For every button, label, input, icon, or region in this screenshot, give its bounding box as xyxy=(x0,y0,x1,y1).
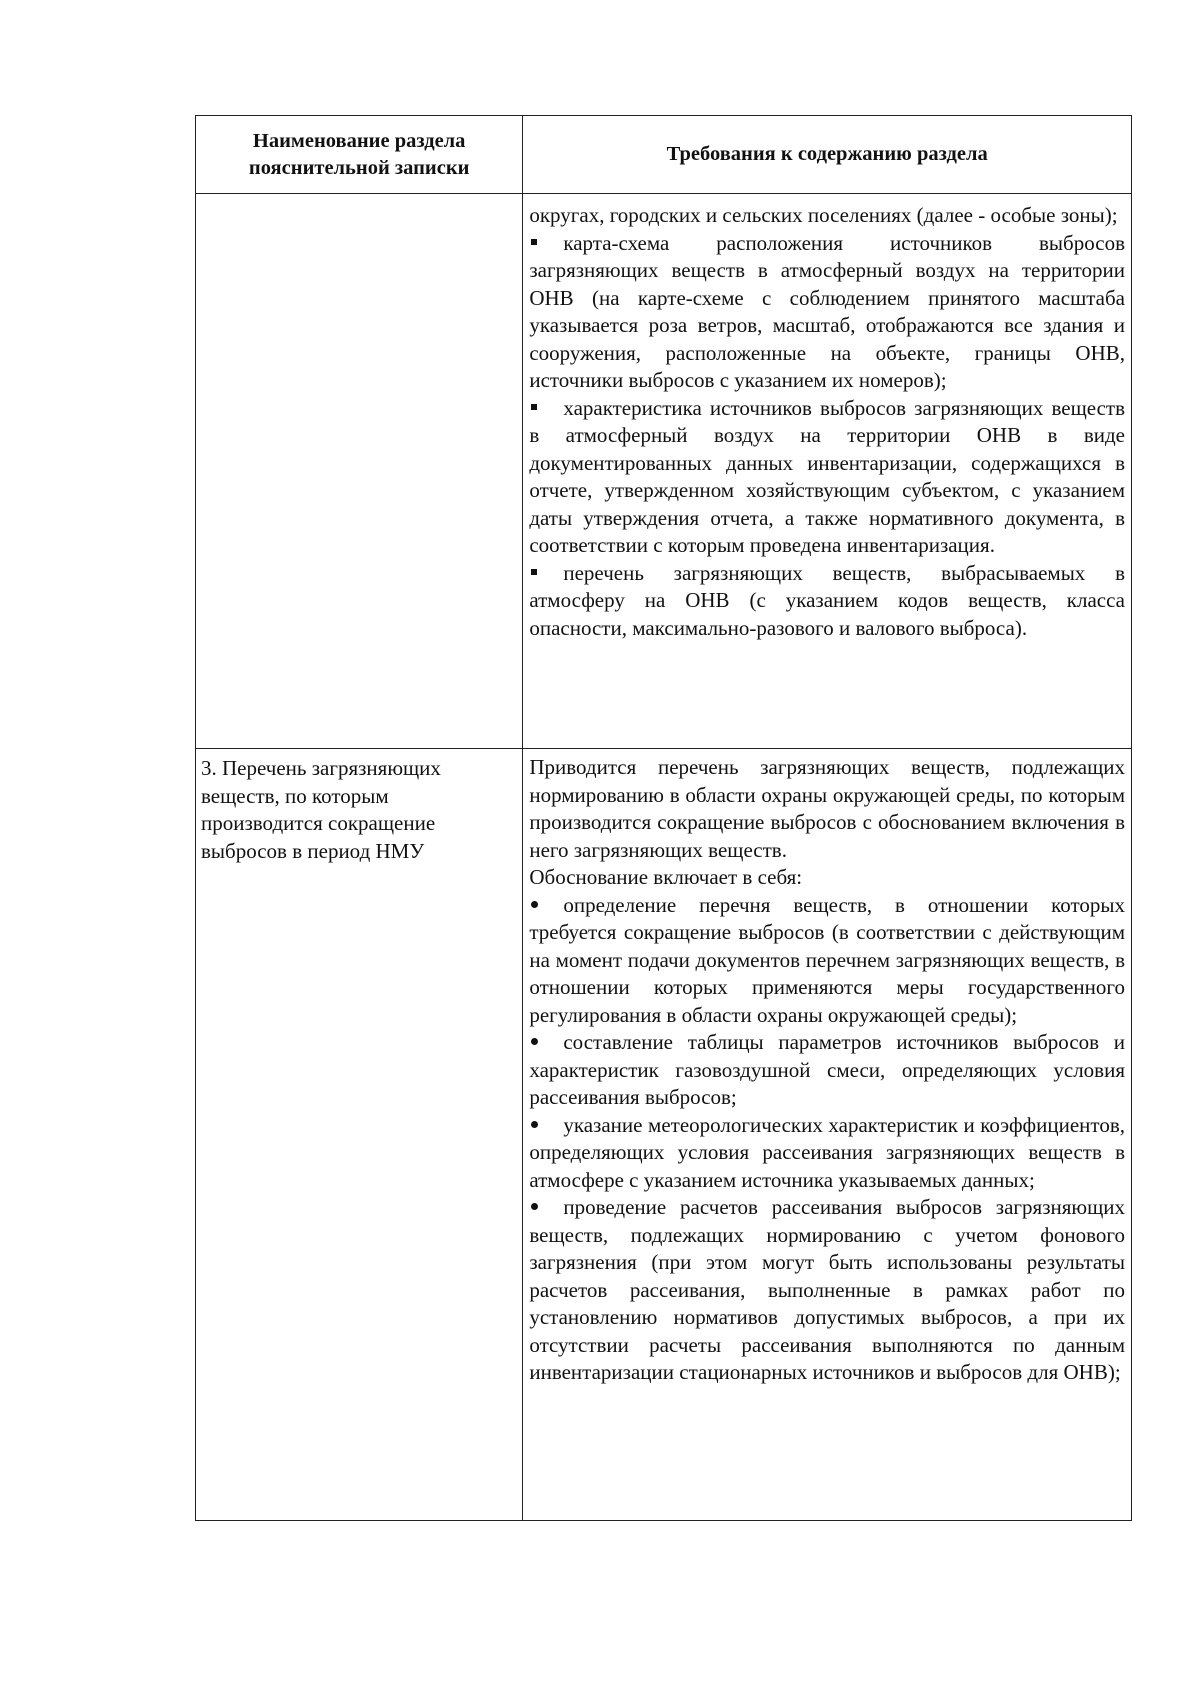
list-item-text: характеристика источников выбросов загрязняющих веществ в атмосферный воздух на территории ОНВ в виде документированных данных инвентаризации, содержащихся в отчете, утвержденном хозяйствующим субъектом, с указанием даты утверждения отчета, а также нормативного документа, в соответствии с которым проведена инвентаризация. xyxy=(529,395,1125,557)
list-item xyxy=(529,395,1125,560)
list-item xyxy=(529,1112,1125,1195)
header-requirements-label: Требования к содержанию раздела xyxy=(666,143,988,165)
list-item xyxy=(529,1194,1125,1387)
header-section-name-line-2: пояснительной записки xyxy=(248,156,470,179)
round-bullet-icon xyxy=(529,892,563,920)
list-item-text: перечень загрязняющих веществ, выбрасываемых в атмосферу на ОНВ (с указанием кодов веществ, класса опасности, максимально-разового и валового выброса). xyxy=(529,560,1125,640)
list-item-text: указание метеорологических характеристик и коэффициентов, определяющих условия рассеивания загрязняющих веществ в атмосфере с указанием источника указываемых данных; xyxy=(529,1112,1125,1192)
requirements-table xyxy=(195,115,1132,1521)
row2-paragraph: Приводится перечень загрязняющих веществ, подлежащих нормированию в области охраны окружающей среды, по которым производится сокращение выбросов с обоснованием включения в него загрязняющих веществ. xyxy=(529,755,1125,862)
list-item-text: составление таблицы параметров источников выбросов и характеристик газовоздушной смеси, определяющих условия рассеивания выбросов; xyxy=(529,1030,1125,1109)
list-item-text: определение перечня веществ, в отношении которых требуется сокращение выбросов (в соответствии с действующим на момент подачи документов перечнем загрязняющих веществ, в отношении которых применяются меры государственного регулирования в области охраны окружающей среды); xyxy=(529,892,1125,1027)
section-title-line: 3. Перечень загрязняющих xyxy=(201,756,441,780)
row2-content-cell xyxy=(523,749,1132,1521)
header-section-name-line-1: Наименование раздела xyxy=(252,129,466,152)
list-item xyxy=(529,230,1125,395)
section-title-line: производится сокращение xyxy=(201,811,436,835)
round-bullet-icon xyxy=(529,1029,563,1057)
row1-content-cell xyxy=(523,194,1132,749)
row1-section-cell xyxy=(196,194,523,749)
table-header-row xyxy=(196,116,1132,194)
round-bullet-icon xyxy=(529,1194,563,1222)
header-section-name xyxy=(196,116,523,194)
list-item-text: проведение расчетов рассеивания выбросов загрязняющих веществ, подлежащих нормированию с учетом фонового загрязнения (при этом могут быть использованы результаты расчетов рассеивания, выполненные в рамках работ по установлению нормативов допустимых выбросов, а при их отсутствии расчеты рассеивания выполняются по данным инвентаризации стационарных источников и выбросов для ОНВ); xyxy=(529,1195,1125,1384)
square-bullet-icon xyxy=(529,230,563,258)
row1-paragraph: округах, городских и сельских поселениях (далее - особые зоны); xyxy=(529,203,1118,227)
square-bullet-icon xyxy=(529,560,563,588)
list-item-text: карта-схема расположения источников выбросов загрязняющих веществ в атмосферный воздух на территории ОНВ (на карте-схеме с соблюдением принятого масштаба указывается роза ветров, масштаб, отображаются все здания и сооружения, расположенные на объекте, границы ОНВ, источники выбросов с указанием их номеров); xyxy=(529,230,1125,392)
list-item xyxy=(529,1029,1125,1112)
row2-section-cell xyxy=(196,749,523,1521)
section-title-line: веществ, по которым xyxy=(201,783,389,808)
header-requirements xyxy=(523,116,1132,194)
table-row xyxy=(196,194,1132,749)
list-item xyxy=(529,892,1125,1030)
square-bullet-icon xyxy=(529,395,563,423)
list-item xyxy=(529,560,1125,643)
section-title-line: выбросов в период НМУ xyxy=(201,838,425,863)
table-row xyxy=(196,749,1132,1521)
round-bullet-icon xyxy=(529,1112,563,1140)
row2-paragraph: Обоснование включает в себя: xyxy=(529,865,803,889)
